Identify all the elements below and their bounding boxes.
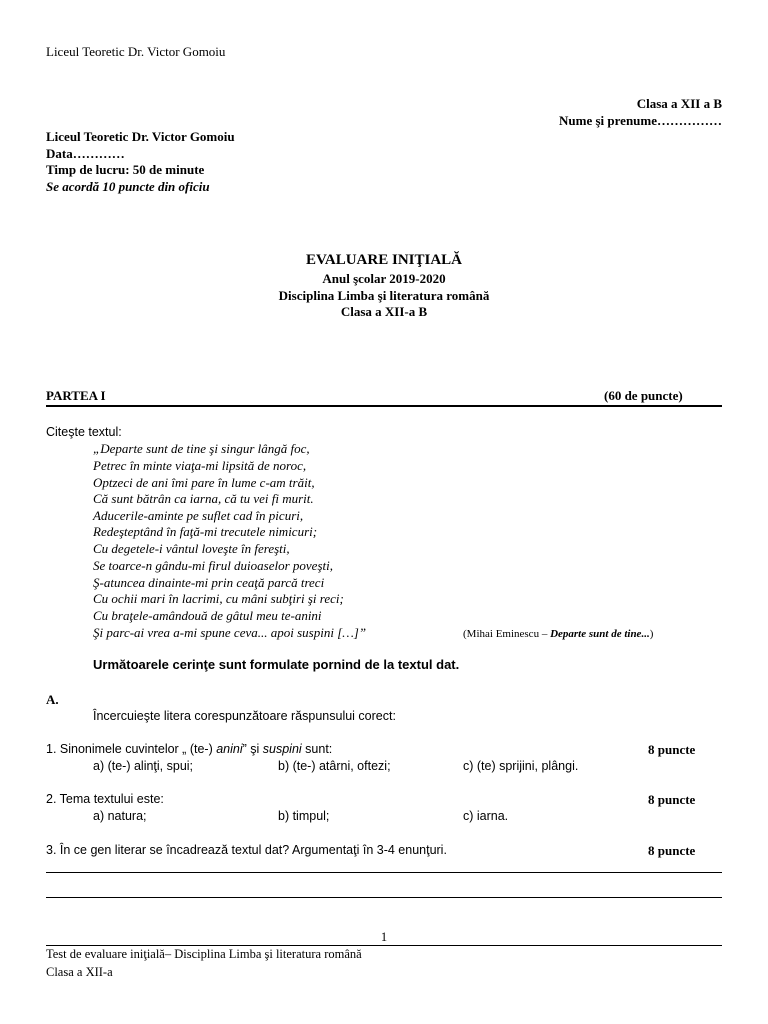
question-1-option-c[interactable]: c) (te) sprijini, plângi. bbox=[463, 759, 579, 773]
question-1 bbox=[46, 742, 332, 756]
poem-line: Petrec în minte viaţa-mi lipsită de noroc, bbox=[93, 458, 307, 473]
bonus-points-note: Se acordă 10 puncte din oficiu bbox=[46, 179, 210, 194]
class-label: Clasa a XII a B bbox=[636, 96, 722, 111]
question-1-suffix: sunt: bbox=[301, 742, 333, 756]
poem-line: Aducerile-aminte pe suflet cad în picuri, bbox=[93, 508, 304, 523]
part-points: (60 de puncte) bbox=[604, 388, 683, 403]
question-1-word1: anini bbox=[216, 742, 243, 756]
section-a-instruction: Încercuieşte litera corespunzătoare răspunsului corect: bbox=[93, 709, 396, 723]
question-2-option-c[interactable]: c) iarna. bbox=[463, 809, 509, 823]
work-time: Timp de lucru: 50 de minute bbox=[46, 162, 205, 177]
poem-line: Optzeci de ani îmi pare în lume c-am trăit, bbox=[93, 475, 315, 490]
question-1-option-b[interactable]: b) (te-) atârni, oftezi; bbox=[278, 759, 391, 773]
footer-rule bbox=[46, 945, 722, 946]
school-year: Anul şcolar 2019-2020 bbox=[322, 271, 446, 286]
question-1-word2: suspini bbox=[262, 742, 302, 756]
attribution-title: Departe sunt de tine... bbox=[550, 628, 650, 640]
poem-line: Cu degetele-i vântul loveşte în fereşti, bbox=[93, 541, 290, 556]
question-2: 2. Tema textului este: bbox=[46, 792, 164, 806]
school-name-top: Liceul Teoretic Dr. Victor Gomoiu bbox=[46, 44, 226, 59]
attribution-close: ) bbox=[649, 628, 654, 640]
page-number: 1 bbox=[380, 930, 388, 944]
requirements-intro: Următoarele cerinţe sunt formulate pornind de la textul dat. bbox=[93, 657, 460, 672]
question-2-option-a[interactable]: a) natura; bbox=[93, 809, 147, 823]
poem-line: Se toarce-n gându-mi firul duioaselor poveşti, bbox=[93, 558, 333, 573]
attribution-author: (Mihai Eminescu – bbox=[463, 628, 551, 640]
question-1-middle: ” şi bbox=[242, 742, 263, 756]
question-2-points: 8 puncte bbox=[648, 792, 696, 807]
page-title: EVALUARE INIŢIALĂ bbox=[305, 252, 462, 268]
school-name: Liceul Teoretic Dr. Victor Gomoiu bbox=[46, 129, 235, 144]
part-heading: PARTEA I bbox=[46, 388, 106, 403]
question-1-option-a[interactable]: a) (te-) alinţi, spui; bbox=[93, 759, 194, 773]
question-1-points: 8 puncte bbox=[648, 742, 696, 757]
question-1-prefix: 1. Sinonimele cuvintelor „ (te-) bbox=[46, 742, 217, 756]
answer-line[interactable] bbox=[46, 897, 722, 898]
question-3-points: 8 puncte bbox=[648, 843, 696, 858]
question-3: 3. În ce gen literar se încadrează textul dat? Argumentaţi în 3-4 enunţuri. bbox=[46, 843, 447, 857]
read-instruction: Citeşte textul: bbox=[46, 425, 122, 439]
question-2-option-b[interactable]: b) timpul; bbox=[278, 809, 330, 823]
class-subtitle: Clasa a XII-a B bbox=[340, 304, 428, 319]
poem-line: Ş-atuncea dinainte-mi prin ceaţă parcă treci bbox=[93, 575, 325, 590]
poem-attribution bbox=[463, 628, 653, 640]
footer-line-1: Test de evaluare iniţială– Disciplina Limba şi literatura română bbox=[46, 947, 362, 961]
section-a-label: A. bbox=[46, 692, 59, 707]
poem-line: Redeşteptând în faţă-mi trecutele nimicuri; bbox=[93, 524, 318, 539]
poem-line: Cu ochii mari în lacrimi, cu mâni subţiri şi reci; bbox=[93, 591, 344, 606]
poem-line: „Departe sunt de tine şi singur lângă foc, bbox=[93, 441, 310, 456]
discipline: Disciplina Limba şi literatura română bbox=[278, 288, 490, 303]
answer-line[interactable] bbox=[46, 872, 722, 873]
name-field[interactable]: Nume şi prenume…………… bbox=[559, 113, 722, 128]
footer-line-2: Clasa a XII-a bbox=[46, 965, 113, 979]
poem-line: Şi parc-ai vrea a-mi spune ceva... apoi suspini […]” bbox=[93, 625, 367, 640]
poem-line: Cu braţele-amândouă de gâtul meu te-anini bbox=[93, 608, 322, 623]
part-heading-rule bbox=[46, 405, 722, 407]
date-field[interactable]: Data………… bbox=[46, 146, 125, 161]
poem-line: Că sunt bătrân ca iarna, că tu vei fi murit. bbox=[93, 491, 314, 506]
